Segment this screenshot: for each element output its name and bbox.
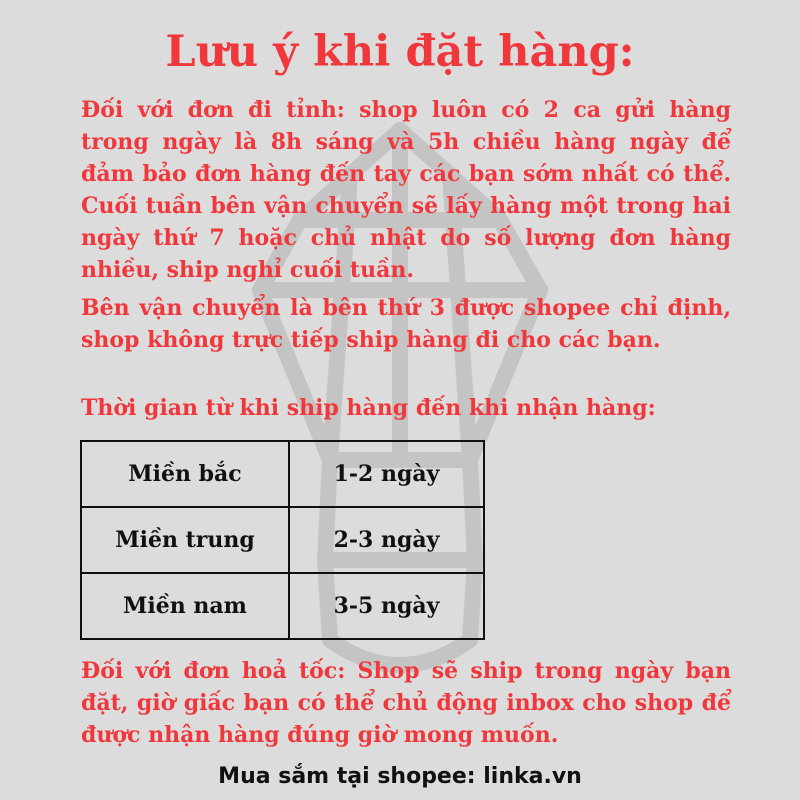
delivery-time-table xyxy=(80,440,485,640)
express-order-note: Đối với đơn hoả tốc: Shop sẽ ship trong ngày bạn đặt, giờ giấc bạn có thể chủ động inbox cho shop để được nhận hàng đúng giờ mong muốn. xyxy=(81,658,731,748)
province-order-note: Đối với đơn đi tỉnh: shop luôn có 2 ca gửi hàng trong ngày là 8h sáng và 5h chiều hàng ngày để đảm bảo đơn hàng đến tay các bạn sớm nhất có thể. Cuối tuần bên vận chuyển sẽ lấy hàng một trong hai ngày thứ 7 hoặc chủ nhật do số lượng đơn hàng nhiều, ship nghỉ cuối tuần. xyxy=(81,97,731,283)
region-cell: Miền trung xyxy=(81,507,289,573)
carrier-note: Bên vận chuyển là bên thứ 3 được shopee chỉ định, shop không trực tiếp ship hàng đi cho các bạn. xyxy=(81,295,731,353)
table-row xyxy=(81,441,484,507)
shop-footer: Mua sắm tại shopee: linka.vn xyxy=(218,764,582,789)
delivery-time-cell: 2-3 ngày xyxy=(289,507,484,573)
region-cell: Miền bắc xyxy=(81,441,289,507)
delivery-time-cell: 3-5 ngày xyxy=(289,573,484,639)
delivery-time-heading: Thời gian từ khi ship hàng đến khi nhận hàng: xyxy=(81,395,656,421)
table-row xyxy=(81,507,484,573)
region-cell: Miền nam xyxy=(81,573,289,639)
page-title: Lưu ý khi đặt hàng: xyxy=(165,27,635,77)
delivery-time-cell: 1-2 ngày xyxy=(289,441,484,507)
table-row xyxy=(81,573,484,639)
